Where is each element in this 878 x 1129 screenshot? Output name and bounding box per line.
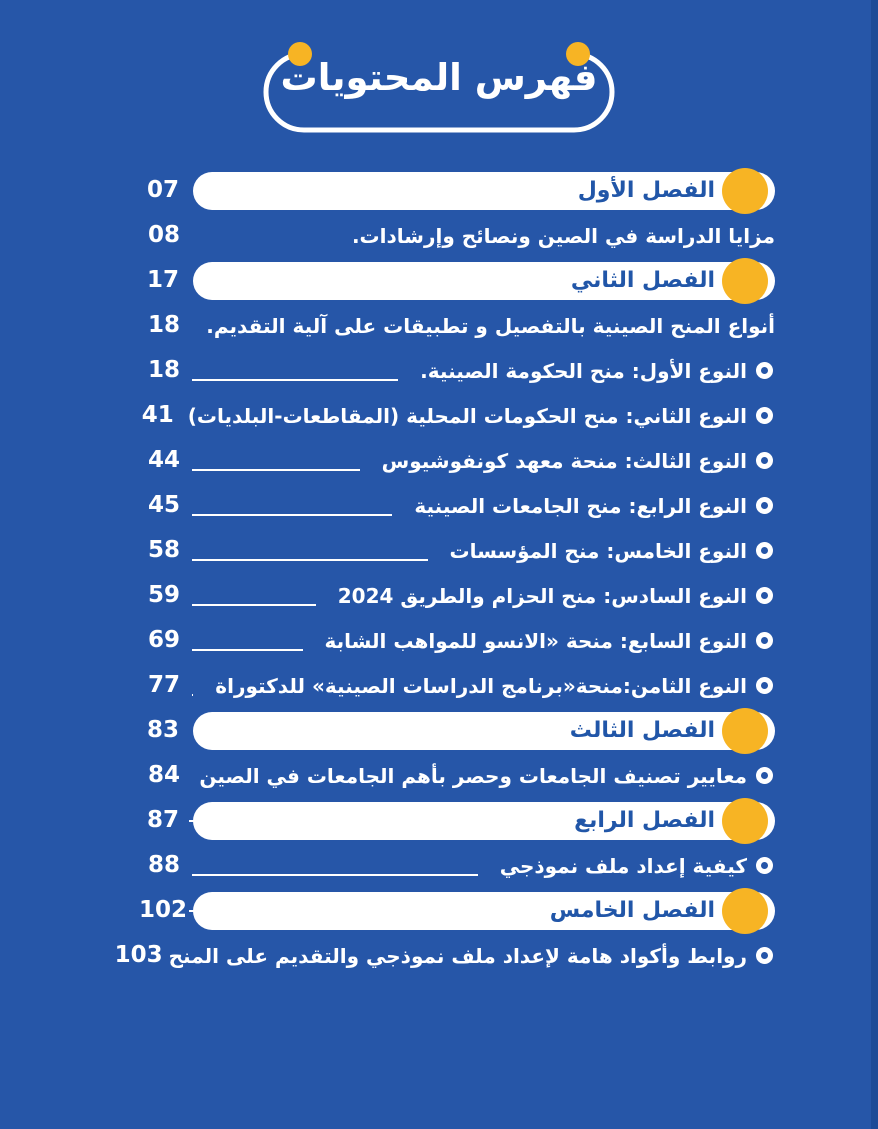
toc-item-row[interactable]	[140, 753, 775, 798]
page-number: 17	[146, 267, 179, 293]
page-number: 69	[147, 627, 180, 653]
page-number: 18	[147, 357, 180, 383]
leader-line	[188, 753, 199, 798]
chapter-circle-icon	[722, 798, 768, 844]
chapter-circle-icon	[722, 888, 768, 934]
chapter-row[interactable]	[140, 168, 775, 213]
chapter-pill[interactable]	[193, 172, 775, 210]
chapter-title: الفصل الرابع	[574, 807, 715, 833]
leader-line	[188, 663, 215, 708]
toc-item-title: النوع الرابع: منح الجامعات الصينية	[414, 493, 747, 518]
leader-line	[182, 393, 188, 438]
toc-item-title: النوع الثامن:منحة«برنامج الدراسات الصينية» للدكتوراة	[215, 673, 747, 698]
toc-item-title: روابط وأكواد هامة لإعداد ملف نموذجي والتقديم على المنح	[168, 943, 747, 968]
toc-item-title: النوع الثاني: منح الحكومات المحلية (المقاطعات-البلديات)	[187, 403, 747, 428]
toc-item-row[interactable]	[140, 528, 775, 573]
bullet-icon	[756, 857, 773, 874]
toc-item-row[interactable]	[140, 303, 775, 348]
leader-line	[188, 438, 382, 483]
toc-item-row[interactable]	[140, 573, 775, 618]
bullet-icon	[756, 407, 773, 424]
chapter-circle-icon	[722, 258, 768, 304]
page-number: 41	[141, 402, 174, 428]
toc-item-title: النوع السادس: منح الحزام والطريق 2024	[337, 583, 747, 608]
leader-space	[187, 888, 193, 933]
toc-item-row[interactable]	[140, 843, 775, 888]
page-number: 87	[146, 807, 179, 833]
page-number: 58	[147, 537, 180, 563]
table-of-contents	[114, 168, 775, 978]
bullet-icon	[756, 542, 773, 559]
page-number: 45	[147, 492, 180, 518]
toc-item-row[interactable]	[140, 213, 775, 258]
page-number: 88	[147, 852, 180, 878]
leader-line	[163, 933, 169, 978]
leader-space	[187, 798, 193, 843]
toc-item-row[interactable]	[140, 663, 775, 708]
leader-line	[188, 483, 414, 528]
toc-item-title: النوع الثالث: منحة معهد كونفوشيوس	[381, 448, 747, 473]
page-number: 83	[146, 717, 179, 743]
bullet-icon	[756, 947, 773, 964]
leader-space	[187, 168, 193, 213]
toc-item-title: النوع الأول: منح الحكومة الصينية.	[420, 358, 747, 383]
leader-line	[188, 348, 420, 393]
toc-item-title: النوع الخامس: منح المؤسسات	[449, 538, 747, 563]
bullet-icon	[756, 497, 773, 514]
bullet-icon	[756, 767, 773, 784]
chapter-row[interactable]	[140, 258, 775, 303]
chapter-circle-icon	[722, 168, 768, 214]
page-number: 84	[147, 762, 180, 788]
bullet-icon	[756, 632, 773, 649]
page-number: 44	[147, 447, 180, 473]
toc-item-title: مزايا الدراسة في الصين ونصائح وإرشادات.	[351, 223, 775, 248]
page-number: 59	[147, 582, 180, 608]
page-number: 77	[147, 672, 180, 698]
chapter-row[interactable]	[140, 798, 775, 843]
page-title: فهرس المحتويات	[280, 56, 598, 99]
page-number: 08	[147, 222, 180, 248]
toc-item-row[interactable]	[140, 393, 775, 438]
chapter-pill[interactable]	[193, 892, 775, 930]
chapter-row[interactable]	[140, 708, 775, 753]
chapter-row[interactable]	[140, 888, 775, 933]
leader-line	[188, 528, 450, 573]
leader-space	[187, 258, 193, 303]
leader-line	[188, 573, 338, 618]
bullet-icon	[756, 677, 773, 694]
chapter-pill[interactable]	[193, 712, 775, 750]
toc-item-row[interactable]	[140, 618, 775, 663]
chapter-title: الفصل الخامس	[549, 897, 715, 923]
toc-item-row[interactable]	[140, 438, 775, 483]
chapter-pill[interactable]	[193, 262, 775, 300]
bullet-icon	[756, 362, 773, 379]
toc-item-title: النوع السابع: منحة «الانسو للمواهب الشابة	[324, 628, 747, 653]
chapter-title: الفصل الثالث	[569, 717, 715, 743]
toc-item-title: معايير تصنيف الجامعات وحصر بأهم الجامعات في الصين	[199, 763, 747, 788]
title-banner	[256, 40, 622, 140]
page-number: 07	[146, 177, 179, 203]
toc-item-row[interactable]	[114, 933, 775, 978]
leader-line	[188, 618, 325, 663]
page-number: 102	[139, 897, 188, 923]
bullet-icon	[756, 587, 773, 604]
page-edge-stripe	[871, 0, 878, 1129]
page-number: 18	[147, 312, 180, 338]
chapter-pill[interactable]	[193, 802, 775, 840]
chapter-title: الفصل الأول	[577, 177, 715, 203]
toc-item-row[interactable]	[140, 483, 775, 528]
toc-item-row[interactable]	[140, 348, 775, 393]
leader-line	[188, 843, 500, 888]
toc-item-title: أنواع المنح الصينية بالتفصيل و تطبيقات على آلية التقديم.	[206, 313, 775, 338]
page-number: 103	[114, 942, 163, 968]
chapter-title: الفصل الثاني	[570, 267, 715, 293]
bullet-icon	[756, 452, 773, 469]
toc-item-title: كيفية إعداد ملف نموذجي	[499, 853, 747, 878]
leader-space	[187, 708, 193, 753]
leader-line	[188, 303, 206, 348]
leader-line	[188, 213, 352, 258]
chapter-circle-icon	[722, 708, 768, 754]
